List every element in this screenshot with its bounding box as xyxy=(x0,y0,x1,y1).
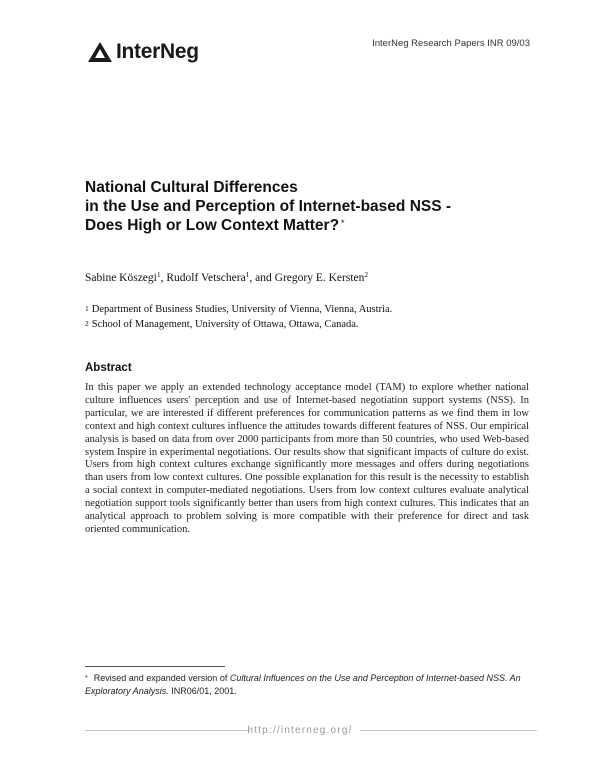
logo-text: InterNeg xyxy=(116,40,199,63)
affiliation-text: School of Management, University of Ottawa, Ottawa, Canada. xyxy=(91,319,359,330)
paper-title xyxy=(85,178,525,235)
title-line-1: National Cultural Differences xyxy=(85,179,298,196)
footnote-suffix: INR06/01, 2001. xyxy=(168,686,237,696)
footnote-prefix: Revised and expanded version of xyxy=(93,673,230,683)
affiliation-item xyxy=(85,302,392,317)
footnote-cited-title: Cultural Influences on the Use and Perception of Internet-based NSS. An Exploratory Analysis. xyxy=(85,673,521,696)
interneg-logo xyxy=(88,40,199,64)
author-affiliation-mark: 2 xyxy=(364,270,369,279)
author-affiliation-mark: 1 xyxy=(245,270,250,279)
affiliation-number: 2 xyxy=(85,319,89,328)
author-list xyxy=(85,272,368,284)
logo-mark-icon xyxy=(88,42,112,62)
affiliation-text: Department of Business Studies, University of Vienna, Vienna, Austria. xyxy=(91,304,393,315)
footnote xyxy=(85,672,537,698)
affiliation-item xyxy=(85,317,392,332)
footer-url-link[interactable]: http://interneg.org/ xyxy=(247,725,353,736)
title-line-3 xyxy=(85,216,525,235)
footnote-rule xyxy=(85,666,225,667)
affiliation-number: 1 xyxy=(85,304,89,313)
series-label: InterNeg Research Papers INR 09/03 xyxy=(372,38,530,49)
author-name: Rudolf Vetschera xyxy=(166,272,246,284)
title-line-2: in the Use and Perception of Internet-based NSS - xyxy=(85,198,452,215)
author-separator: , xyxy=(160,272,167,284)
title-footnote-mark: * xyxy=(341,218,345,228)
abstract-heading: Abstract xyxy=(85,362,132,374)
affiliations xyxy=(85,302,392,332)
abstract-body: In this paper we apply an extended technology acceptance model (TAM) to explore whether national culture influences users' perception and use of Internet-based negotiation support systems (NSS). In particular, we are interested if different preferences for communication patterns as we find them in low context and high context cultures influence the attitudes towards different features of NSS. Our empirical analysis is based on data from over 2000 participants from more than 50 countries, who used Web-based system Inspire in experimental negotiations. Our results show that significant impacts of culture do exist. Users from high context cultures exchange significantly more messages and offers during negotiations than users from low context cultures. One possible explanation for this result is the necessity to establish a social context in computer-mediated negotiations. Users from low context cultures evaluate analytical negotiation support tools significantly better than users from high context cultures. This indicates that an analytical approach to problem solving is more compatible with their preference for direct and task oriented communication. xyxy=(85,382,529,535)
footnote-mark: * xyxy=(85,675,88,682)
author-name: Sabine Köszegi xyxy=(85,272,157,284)
author-name: Gregory E. Kersten xyxy=(274,272,365,284)
title-line-3-text: Does High or Low Context Matter? xyxy=(85,217,340,234)
author-separator: , and xyxy=(249,272,275,284)
author-affiliation-mark: 1 xyxy=(156,270,161,279)
